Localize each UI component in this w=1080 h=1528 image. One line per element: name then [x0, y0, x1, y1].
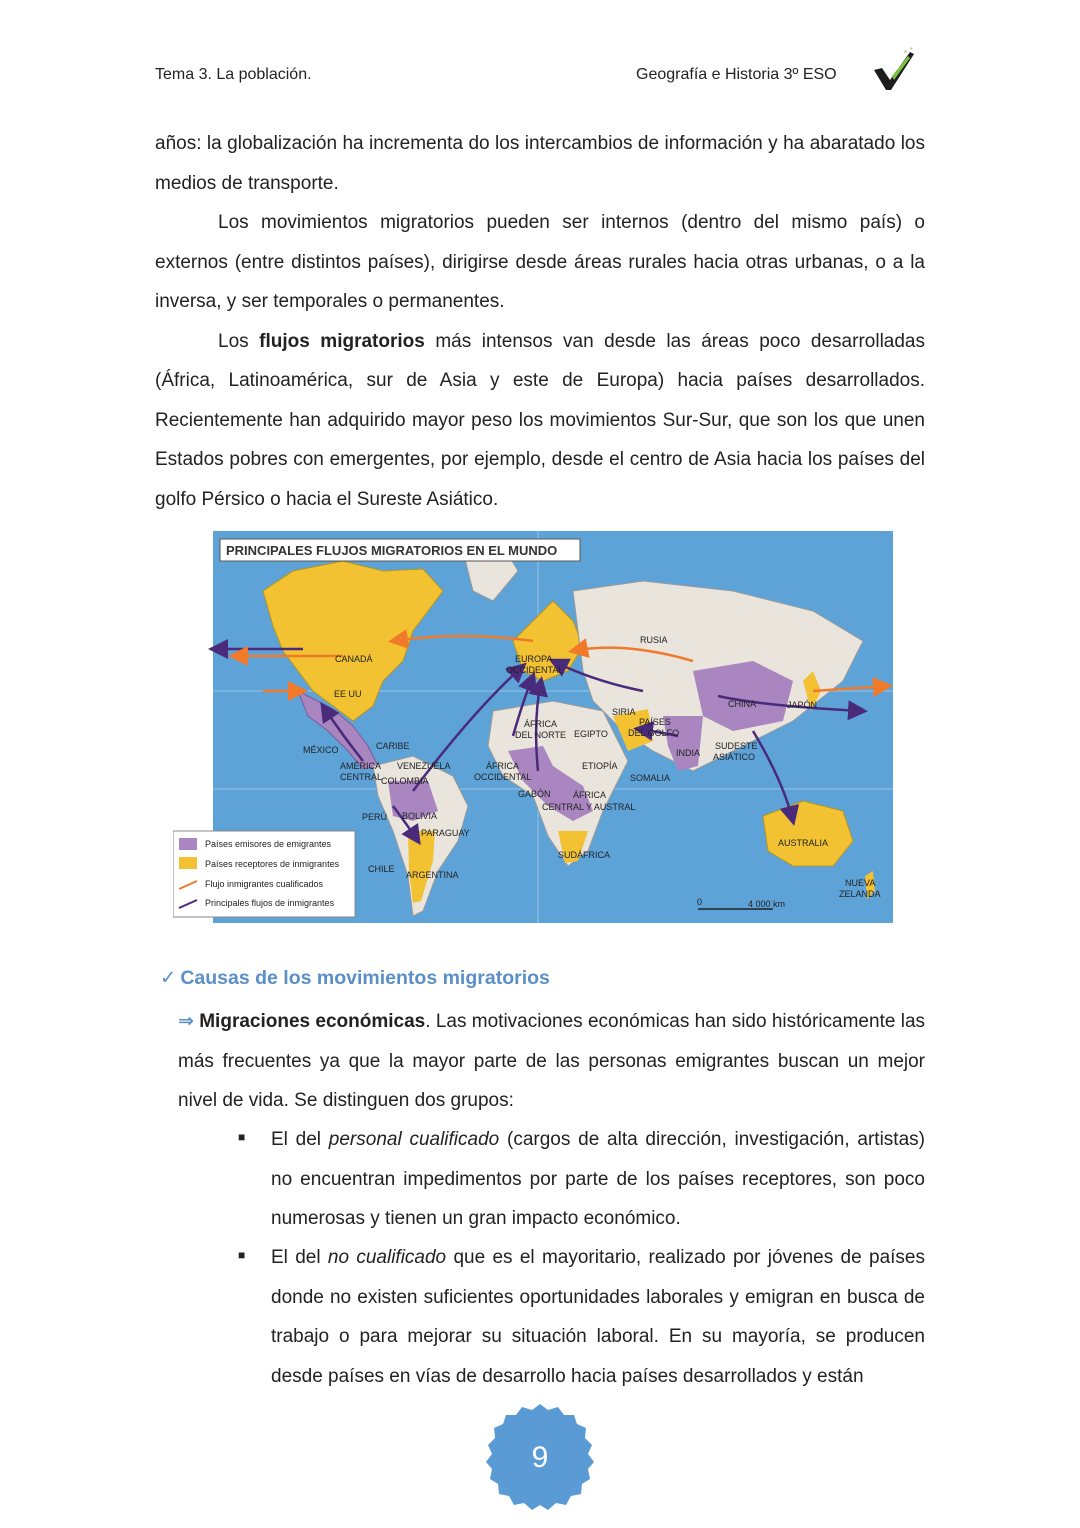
checkmark-icon: ✓	[160, 967, 177, 989]
label-venezuela: VENEZUELA	[397, 761, 451, 771]
label-sudeste-1: SUDESTE	[715, 741, 758, 751]
label-nz-2: ZELANDA	[839, 889, 881, 899]
label-rusia: RUSIA	[640, 635, 668, 645]
label-scale-zero: 0	[697, 897, 703, 907]
economic-migrations	[178, 1002, 925, 1121]
label-china: CHINA	[728, 699, 757, 709]
label-somalia: SOMALIA	[630, 773, 671, 783]
header-topic: Tema 3. La población.	[155, 66, 312, 83]
svg-text:*: *	[910, 47, 913, 54]
label-golfo-1: PAÍSES	[639, 717, 671, 727]
label-chile: CHILE	[368, 864, 395, 874]
legend-swatch-receptores	[179, 857, 197, 869]
bullet-unqualified-italic: no cualificado	[327, 1247, 447, 1268]
label-canada: CANADÁ	[335, 654, 373, 664]
bullet-icon: ■	[238, 1248, 246, 1262]
label-bolivia: BOLIVIA	[402, 811, 438, 821]
intro-text	[155, 124, 925, 519]
paragraph-3-rest: más intensos van desde las áreas poco desarrolladas (África, Latinoamérica, sur de Asia y este de Europa) hacia países desarrollados. Recientemente han adquirido mayor peso los movimientos Sur-Sur, que son los que unen Estados pobres con emergentes, por ejemplo, desde el centro de Asia hacia los países del golfo Pérsico o hacia el Sureste Asiático.	[155, 330, 925, 510]
label-paraguay: PARAGUAY	[421, 828, 470, 838]
label-africa-norte-2: DEL NORTE	[515, 730, 567, 740]
label-peru: PERÚ	[362, 812, 388, 822]
australia	[763, 801, 853, 866]
legend-emisores: Países emisores de emigrantes	[205, 839, 332, 849]
label-europa-1: EUROPA	[515, 654, 553, 664]
paragraph-3-start: Los	[218, 330, 260, 352]
label-africa-central-1: ÁFRICA	[573, 790, 607, 800]
map-title: PRINCIPALES FLUJOS MIGRATORIOS EN EL MUNDO	[226, 543, 558, 558]
label-siria: SIRIA	[612, 707, 636, 717]
world-map-svg	[173, 531, 895, 923]
label-colombia: COLOMBIA	[381, 776, 429, 786]
map-legend	[173, 831, 355, 917]
legend-principales: Principales flujos de inmigrantes	[205, 898, 335, 908]
label-scale: 4 000 km	[748, 899, 786, 909]
legend-receptores: Países receptores de inmigrantes	[205, 859, 340, 869]
section-title-text: Causas de los movimientos migratorios	[180, 967, 550, 989]
svg-text:*: *	[904, 49, 908, 58]
label-europa-2: OCCIDENTAL	[506, 665, 564, 675]
bullet-qualified-italic: personal cualificado	[328, 1129, 500, 1150]
migration-map	[173, 531, 895, 923]
label-eeuu: EE UU	[334, 689, 362, 699]
label-caribe: CARIBE	[376, 741, 410, 751]
legend-swatch-emisores	[179, 838, 197, 850]
label-india: INDIA	[676, 748, 701, 758]
legend-cualificados: Flujo inmigrantes cualificados	[205, 879, 324, 889]
label-america-central-2: CENTRAL	[340, 772, 383, 782]
paragraph-3	[155, 322, 925, 520]
economic-migrations-title: Migraciones económicas	[199, 1011, 426, 1032]
label-africa-occ-2: OCCIDENTAL	[474, 772, 532, 782]
label-africa-central-2: CENTRAL Y AUSTRAL	[542, 802, 636, 812]
label-africa-occ-1: ÁFRICA	[486, 761, 520, 771]
bullet-unqualified	[271, 1238, 925, 1396]
double-arrow-icon: ⇒	[178, 1011, 194, 1032]
paragraph-3-bold: flujos migratorios	[259, 330, 425, 352]
label-sudafrica: SUDÁFRICA	[558, 850, 611, 860]
label-japon: JAPÓN	[787, 700, 818, 710]
bullet-unqualified-rest: que es el mayoritario, realizado por jóvenes de países donde no existen suficientes oportunidades laborales y emigran en busca de trabajo o para mejorar su situación laboral. En su mayoría, se producen desde países en vías de desarrollo hacia países desarrollados y están	[271, 1247, 925, 1387]
bullet-icon: ■	[238, 1130, 246, 1144]
label-australia: AUSTRALIA	[778, 838, 829, 848]
paragraph-2: Los movimientos migratorios pueden ser internos (dentro del mismo país) o externos (entre distintos países), dirigirse desde áreas rurales hacia otras urbanas, o a la inversa, y ser temporales o permanentes.	[155, 212, 925, 312]
label-etiopia: ETIOPÍA	[582, 761, 618, 771]
label-gabon: GABÓN	[518, 789, 551, 799]
section-title	[160, 966, 550, 990]
bullet-qualified-start: El del	[271, 1129, 329, 1150]
page-number: 9	[531, 1441, 549, 1474]
bullet-qualified	[271, 1120, 925, 1239]
label-argentina: ARGENTINA	[406, 870, 459, 880]
label-nz-1: NUEVA	[845, 878, 876, 888]
label-america-central-1: AMÉRICA	[340, 761, 382, 771]
paragraph-1: años: la globalización ha incrementa do los intercambios de información y ha abaratado los medios de transporte.	[155, 133, 925, 194]
bullet-qualified-rest: (cargos de alta dirección, investigación, artistas) no encuentran impedimentos por parte de los países receptores, son poco numerosas y tienen un gran impacto económico.	[271, 1129, 925, 1229]
label-mexico: MÉXICO	[303, 745, 339, 755]
checkmark-logo-icon	[870, 46, 918, 94]
label-egipto: EGIPTO	[574, 729, 608, 739]
header-subject: Geografía e Historia 3º ESO	[636, 66, 837, 83]
label-golfo-2: DEL GOLFO	[628, 728, 680, 738]
page-header	[155, 47, 925, 92]
bullet-unqualified-start: El del	[271, 1247, 328, 1268]
label-sudeste-2: ASIÁTICO	[713, 752, 756, 762]
label-africa-norte-1: ÁFRICA	[524, 719, 558, 729]
economic-migrations-text: . Las motivaciones económicas han sido históricamente las más frecuentes ya que la mayor parte de las personas emigrantes buscan un mejor nivel de vida. Se distinguen dos grupos:	[178, 1011, 926, 1111]
